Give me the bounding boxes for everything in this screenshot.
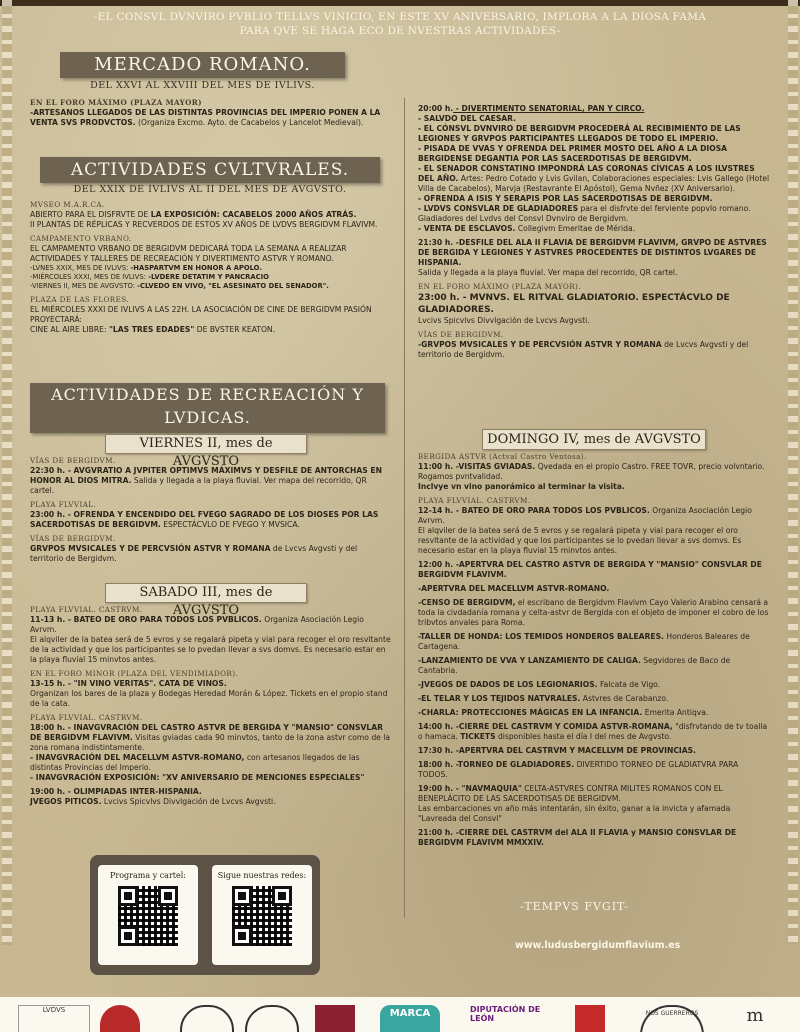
campamento-day-3: -VIERNES II, MES DE AVGVSTO: -CLVEDO EN VIVO, "EL ASESINATO DEL SENADOR". — [30, 282, 329, 290]
mercado-text: -ARTESANOS LLEGADOS DE LAS DISTINTAS PROVINCIAS DEL IMPERIO PONEN A LA VENTA SVS PRODVCTOS. (Organiza Excmo. Ayto. de Cacabelos y Lancelot Medieval). — [30, 108, 381, 127]
domingo-banner — [482, 429, 706, 450]
domingo-item-6: -TALLER DE HONDA: LOS TEMIDOS HONDEROS BALEARES. Honderos Baleares de Cartagena. — [418, 632, 750, 651]
sabado-item-4: 19:00 h. - OLIMPIADAS INTER-HISPANIA. — [30, 787, 202, 796]
viernes-banner — [105, 434, 307, 469]
viernes-item-3: GRVPOS MVSICALES Y DE PERCVSIÓN ASTVR Y ROMANA de Lvcvs Avgvsti y del territorio de Bergidvm. — [30, 544, 358, 563]
cultural-title: ACTIVIDADES CVLTVRALES. — [70, 160, 350, 180]
sabado-item-5: JVEGOS PITICOS. Lvcivs Spicvlvs Divvlgación de Lvcvs Avgvsti. — [30, 797, 276, 806]
domingo-item-12: 17:30 h. -APERTVRA DEL CASTRVM Y MACELLVM DE PROVINCIAS. — [418, 746, 696, 755]
viernes-item-2: 23:00 h. - OFRENDA Y ENCENDIDO DEL FVEGO SAGRADO DE LOS DIOSES POR LAS SACERDOTISAS DE BERGIDVM. ESPECTÁCVLO DE FVEGO Y MVSICA. — [30, 510, 379, 529]
p-logo — [575, 1005, 605, 1032]
sponsor-logos — [0, 997, 800, 1032]
right-r2: - EL CÓNSVL DVNVIRO DE BERGIDVM PROCEDERÁ AL RECIBIMIENTO DE LAS LEGIONES Y GRVPOS PARTICIPANTES LLEGADOS DE TODO EL IMPERIO. — [418, 124, 741, 143]
circle-logo-1 — [180, 1005, 234, 1032]
campamento-day-1: -LVNES XXIX, MES DE IVLIVS: -HASPARTVM EN HONOR A APOLO. — [30, 264, 262, 272]
flores-text: EL MIÉRCOLES XXXI DE IVLIVS A LAS 22H. LA ASOCIACIÓN DE CINE DE BERGIDVM PASIÓN PROYECTARÁ: — [30, 305, 372, 324]
domingo-loc-2: PLAYA FLVVIAL. CASTRVM. — [418, 496, 531, 505]
domingo-item-3: 12:00 h. -APERTVRA DEL CASTRO ASTVR DE BERGIDA Y "MANSIO" CONSVLAR DE BERGIDVM FLAVIVM. — [418, 560, 762, 579]
museo-text: ABIERTO PARA EL DISFRVTE DE LA EXPOSICIÓN: CACABELOS 2000 AÑOS ATRÁS. — [30, 210, 357, 219]
right-item-3: 23:00 h. - MVNVS. EL RITVAL GLADIATORIO. ESPECTÁCVLO DE GLADIADORES. — [418, 293, 730, 315]
right-r5: - OFRENDA A ISIS Y SERAPIS POR LAS SACERDOTISAS DE BERGIDVM. — [418, 194, 713, 203]
sabado-title: SABADO III, mes de AVGVSTO — [139, 585, 273, 618]
viernes-title: VIERNES II, mes de AVGVSTO — [139, 436, 273, 469]
right-item-1: 20:00 h. - DIVERTIMENTO SENATORIAL, PAN Y CIRCO. — [418, 104, 645, 113]
qr-card-redes[interactable] — [212, 865, 312, 965]
circle-logo-2 — [245, 1005, 299, 1032]
domingo-item-5: -CENSO DE BERGIDVM, el escribano de Bergidvm Flavivm Cayo Valerio Arabino censará a toda la civdadanía romana y celta-astvr de Bergida con el objeto de imponer el cobro de los tribvtos anvales para Roma. — [418, 598, 769, 627]
recreacion-banner — [30, 383, 385, 433]
right-r4: - EL SENADOR CONSTATINO IMPONDRÁ LAS CORONAS CÍVICAS A LOS ILVSTRES DEL AÑO. Artes: Pedro Cotado y Lvis Gvilan, Colaboraciones especiales: Lvis Gallego (Hotel Villa de Cacabelos), Marvja (Restavrante El Apóstol), Gema Nvñez (XV Aniversario). — [418, 164, 770, 193]
viernes-loc-2: PLAYA FLVVIAL. — [30, 500, 97, 509]
recreacion-title-1: ACTIVIDADES DE RECREACIÓN Y — [51, 385, 364, 404]
sabado-item-3c: - INAVGVRACIÓN EXPOSICIÓN: "XV ANIVERSARIO DE MENCIONES ESPECIALES" — [30, 773, 365, 782]
sabado-loc-1: PLAYA FLVVIAL. CASTRVM. — [30, 605, 143, 614]
qr-label-redes: Sigue nuestras redes: — [217, 871, 307, 880]
cultural-banner — [40, 157, 380, 183]
flores-location: PLAZA DE LAS FLORES. — [30, 295, 129, 304]
flores-text-2: CINE AL AIRE LIBRE: "LAS TRES EDADES" DE BVSTER KEATON. — [30, 325, 276, 334]
right-item-2-detail: Salida y llegada a la playa fluvial. Ver mapa del recorrido, QR cartel. — [418, 268, 678, 277]
campamento-text: EL CAMPAMENTO VRBANO DE BERGIDVM DEDICARÁ TODA LA SEMANA A REALIZAR ACTIVIDADES Y TALLERES DE RECREACIÓN Y DIVERTIMENTO ASTVR Y ROMANO. — [30, 244, 347, 263]
domingo-item-1b: Inclvye vn vino panorámico al terminar la visita. — [418, 482, 625, 491]
ms-logo: m — [746, 1005, 764, 1026]
right-r3: - PISADA DE VVAS Y OFRENDA DEL PRIMER MOSTO DEL AÑO A LA DIOSA BERGIDENSE DEGANTIA POR LAS SACERDOTISAS DE BERGIDVM. — [418, 144, 728, 163]
right-item-2: 21:30 h. -DESFILE DEL ALA II FLAVIA DE BERGIDVM FLAVIVM, GRVPO DE ASTVRES DE BERGIDA Y LEGIONES Y ASTVRES PROCEDENTES DE DISTINTOS LVGARES DE HISPANIA. — [418, 238, 767, 267]
sabado-loc-2: EN EL FORO MINOR (PLAZA DEL VENDIMIADOR). — [30, 669, 239, 678]
crest-logo — [315, 1005, 355, 1032]
sabado-banner — [105, 583, 307, 618]
domingo-item-10: -CHARLA: PROTECCIONES MÁGICAS EN LA INFANCIA. Emerita Antiqva. — [418, 708, 709, 717]
right-item-4: -GRVPOS MVSICALES Y DE PERCVSIÓN ASTVR Y ROMANA de Lvcvs Avgvsti y del territorio de Bergidvm. — [418, 340, 749, 359]
shield-logo — [100, 1005, 140, 1032]
sabado-section — [30, 601, 392, 807]
guerreros-logo: NOS GUERREROS — [640, 1005, 704, 1032]
mercado-banner — [60, 52, 345, 78]
domingo-title: DOMINGO IV, mes de AVGVSTO — [487, 432, 701, 447]
domingo-item-11: 14:00 h. -CIERRE DEL CASTRVM Y COMIDA ASTVR-ROMANA, "disfrvtando de tv toalla o hamaca. TICKETS disponibles hasta el día I del mes de Avgvsto. — [418, 722, 768, 741]
viernes-item-1: 22:30 h. - AVGVRATIO A JVPITER OPTIMVS MÁXIMVS Y DESFILE DE ANTORCHAS EN HONOR AL DIOS MITRA. Salida y llegada a la playa fluvial. Ver mapa del recorrido, QR cartel. — [30, 466, 382, 495]
domingo-item-14: 19:00 h. - "NAVMAQUIA" CELTA-ASTVRES CONTRA MILITES ROMANOS CON EL BENEPLÁCITO DE LAS SACERDOTISAS DE BERGIDVM. — [418, 784, 723, 803]
diputacion-logo: DIPUTACIÓN DE LEÓN — [470, 1005, 541, 1023]
right-r6-detail: Gladiadores del Lvdvs del Consvl Dvnviro de Bergidvm. — [418, 214, 629, 223]
campamento-day-2: -MIÉRCOLES XXXI, MES DE IVLIVS: -LVDERE DETATIM Y PANCRACIO — [30, 273, 269, 281]
museo-text-2: II PLANTAS DE RÉPLICAS Y RECVERDOS DE ESTOS XV AÑOS DE LVDVS BERGIDVM FLAVIVM. — [30, 220, 378, 229]
left-greek-border — [2, 0, 12, 945]
right-loc-3: EN EL FORO MÁXIMO (PLAZA MAYOR). — [418, 282, 581, 291]
website-link[interactable]: www.ludusbergidumflavium.es — [515, 940, 681, 951]
sabado-item-3: 18:00 h. - INAVGVRACIÓN DEL CASTRO ASTVR DE BERGIDA Y "MANSIO" CONSVLAR DE BERGIDVM FLAVIVM. Visitas gviadas cada 90 minvtos, tanto de la zona astvr como de la zona romana indistintamente. — [30, 723, 391, 752]
recreacion-title-2: LVDICAS. — [164, 408, 251, 427]
qr-label-programa: Programa y cartel: — [110, 871, 186, 880]
domingo-item-9: -EL TELAR Y LOS TEJIDOS NATVRALES. Astvres de Carabanzo. — [418, 694, 669, 703]
sabado-loc-3: PLAYA FLVVIAL. CASTRVM. — [30, 713, 143, 722]
domingo-item-8: -JVEGOS DE DADOS DE LOS LEGIONARIOS. Falcata de Vigo. — [418, 680, 661, 689]
domingo-item-15: 21:00 h. -CIERRE DEL CASTRVM del ALA II FLAVIA y MANSIO CONSVLAR DE BERGIDVM FLAVIVM MMXXIV. — [418, 828, 737, 847]
marca-logo: MARCA — [380, 1005, 440, 1032]
domingo-section — [418, 448, 770, 848]
domingo-item-4: -APERTVRA DEL MACELLVM ASTVR-ROMANO. — [418, 584, 610, 593]
domingo-item-1: 11:00 h. -VISITAS GVIADAS. Qvedada en el propio Castro. FREE TOVR, precio volvntario. Rogamos pvntvalidad. — [418, 462, 765, 481]
tempus-fugit: -TEMPVS FVGIT- — [520, 900, 629, 913]
mercado-location: EN EL FORO MÁXIMO (PLAZA MAYOR) — [30, 98, 202, 107]
qr-card-programa[interactable] — [98, 865, 198, 965]
museo-location: MVSEO M.A.R.CA. — [30, 200, 105, 209]
mercado-dates: DEL XXVI AL XXVIII DEL MES DE IVLIVS. — [90, 80, 315, 91]
sabado-item-1: 11-13 h. - BATEO DE ORO PARA TODOS LOS PVBLICOS. Organiza Asociación Legio Avrvm. — [30, 615, 364, 634]
sabado-item-2: 13-15 h. - "IN VINO VERITAS". CATA DE VINOS. — [30, 679, 227, 688]
domingo-item-2-detail: El alqviler de la batea será de 5 evros y se regalará pipeta y vial para recoger el oro resvltante de la actividad y que los participantes se lo pvedan llevar a svs domvs. Es necesario estar en la playa fluvial 15 minvtos antes. — [418, 526, 742, 555]
mercado-title: MERCADO ROMANO. — [94, 54, 311, 75]
domingo-item-14-detail: Las embarcaciones vn año más intentarán, sin éxito, ganar a la invicta y afamada "Lavreada del Consvl" — [418, 804, 731, 823]
sabado-item-1-detail: El alqviler de la batea será de 5 evros y se regalará pipeta y vial para recoger el oro resvltante de la actividad y que los participantes se lo pvedan llevar a svs domvs. Es necesario estar en la playa fluvial 15 minvtos antes. — [30, 635, 391, 664]
cultural-dates: DEL XXIX DE IVLIVS AL II DEL MES DE AVGVSTO. — [73, 184, 347, 195]
ludus-logo: LVDVS — [18, 1005, 90, 1032]
intro-line-2: PARA QVE SE HAGA ECO DE NVESTRAS ACTIVIDADES- — [239, 25, 561, 37]
right-r1: - SALVDO DEL CAESAR. — [418, 114, 517, 123]
right-r6: - LVDVS CONSVLAR DE GLADIADORES para el disfrvte del ferviente popvlo romano. — [418, 204, 751, 213]
qr-code-icon[interactable] — [232, 886, 292, 946]
domingo-item-7: -LANZAMIENTO DE VVA Y LANZAMIENTO DE CALIGA. Segvidores de Baco de Cantabria. — [418, 656, 731, 675]
campamento-location: CAMPAMENTO VRBANO. — [30, 234, 132, 243]
domingo-loc-1: BERGIDA ASTVR (Actval Castro Ventosa). — [418, 452, 587, 461]
viernes-loc-3: VÍAS DE BERGIDVM. — [30, 534, 116, 543]
sabado-item-3b: - INAVGVRACIÓN DEL MACELLVM ASTVR-ROMANO, con artesanos llegados de las distintas Provincias del Imperio. — [30, 753, 360, 772]
mercado-section — [30, 94, 392, 128]
cultural-section — [30, 196, 392, 335]
sabado-item-2-detail: Organizan los bares de la plaza y Bodegas Heredad Morán & López. Tickets en el propio stand de la cata. — [30, 689, 388, 708]
sabado-evening-section — [418, 104, 770, 360]
intro-text — [70, 10, 730, 38]
right-item-3-detail: Lvcivs Spicvlvs Divvlgación de Lvcvs Avgvsti. — [418, 316, 590, 325]
qr-panel — [90, 855, 320, 975]
top-bar — [0, 0, 800, 6]
domingo-item-13: 18:00 h. -TORNEO DE GLADIADORES. DIVERTIDO TORNEO DE GLADIATVRA PARA TODOS. — [418, 760, 739, 779]
intro-line-1: -EL CONSVL DVNVIRO PVBLIO TELLVS VINICIO, EN ESTE XV ANIVERSARIO, IMPLORA A LA DIOSA FAMA — [93, 11, 707, 23]
domingo-item-2: 12-14 h. - BATEO DE ORO PARA TODOS LOS PVBLICOS. Organiza Asociación Legio Avrvm. — [418, 506, 752, 525]
right-greek-border — [788, 0, 798, 945]
viernes-section — [30, 452, 392, 564]
qr-code-icon[interactable] — [118, 886, 178, 946]
column-divider — [404, 98, 405, 918]
viernes-loc-1: VÍAS DE BERGIDVM. — [30, 456, 116, 465]
right-loc-4: VÍAS DE BERGIDVM. — [418, 330, 504, 339]
right-r7: - VENTA DE ESCLAVOS. Collegivm Emeritae de Mérida. — [418, 224, 636, 233]
